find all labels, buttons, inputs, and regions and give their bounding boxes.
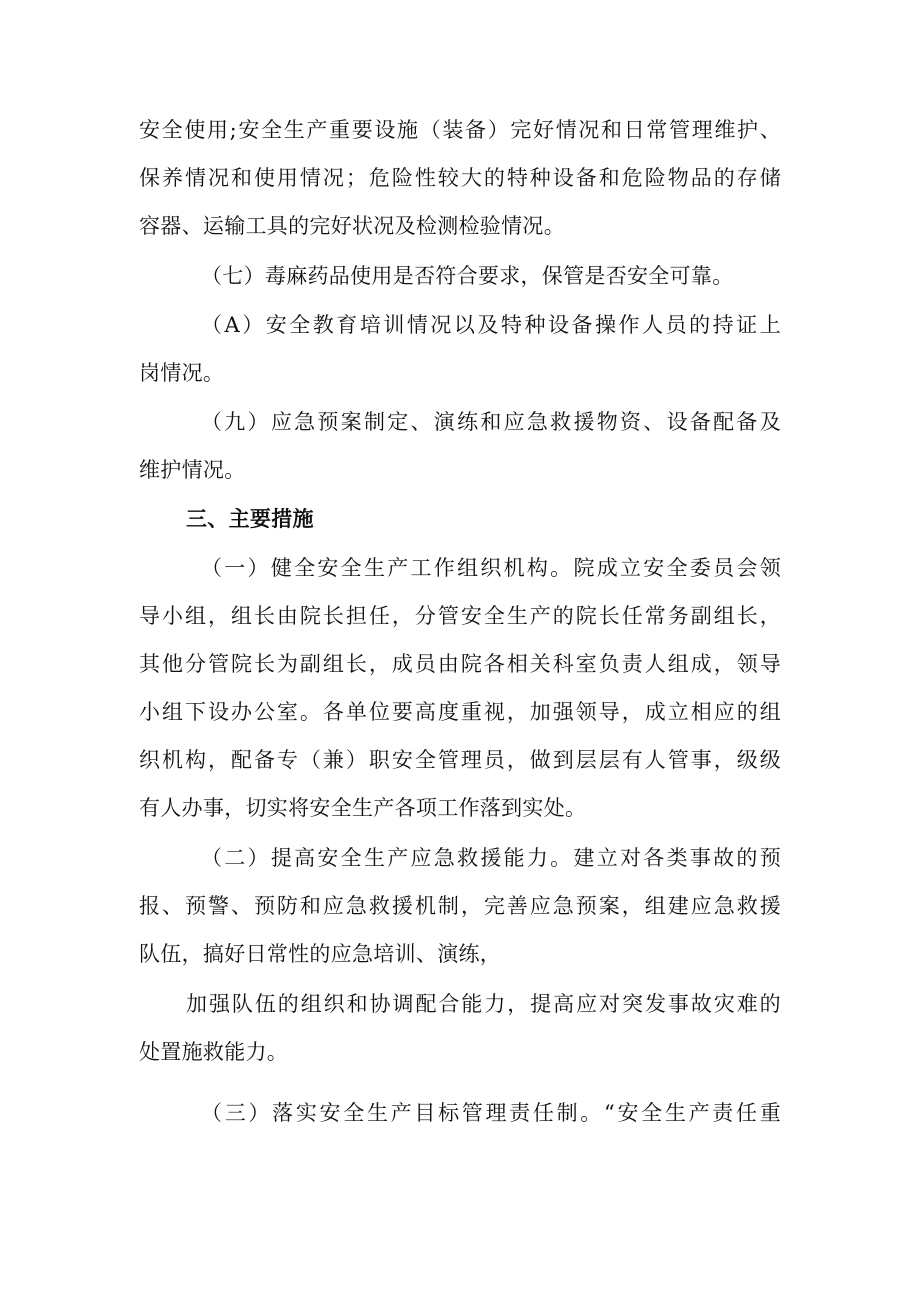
item-8-line-2: 岗情况。 <box>139 361 225 385</box>
item-9-line-1: （九）应急预案制定、演练和应急救援物资、设备配备及 <box>201 410 781 434</box>
measure-1-line-1: （一）健全安全生产工作组织机构。院成立安全委员会领 <box>201 556 781 580</box>
body-line-3: 容器、运输工具的完好状况及检测检验情况。 <box>139 214 565 238</box>
measure-2-line-2: 报、预警、预防和应急救援机制，完善应急预案，组建应急救援 <box>139 894 781 918</box>
body-line-2: 保养情况和使用情况；危险性较大的特种设备和危险物品的存储 <box>139 166 781 190</box>
measure-2-line-1: （二）提高安全生产应急救援能力。建立对各类事故的预 <box>201 846 781 870</box>
measure-2-line-3: 队伍，搞好日常性的应急培训、演练， <box>139 942 502 966</box>
body-line-1: 安全使用;安全生产重要设施（装备）完好情况和日常管理维护、 <box>139 118 781 142</box>
measure-3-line-1: （三）落实安全生产目标管理责任制。“安全生产责任重 <box>201 1101 781 1125</box>
section-heading-main-measures: 三、主要措施 <box>186 507 314 531</box>
measure-2-line-4: 加强队伍的组织和协调配合能力，提高应对突发事故灾难的 <box>186 992 781 1016</box>
item-8-line-1: （A）安全教育培训情况以及特种设备操作人员的持证上 <box>201 313 781 337</box>
measure-1-line-5: 织机构，配备专（兼）职安全管理员，做到层层有人管事，级级 <box>139 748 781 772</box>
measure-2-line-5: 处置施救能力。 <box>139 1040 289 1064</box>
measure-1-line-6: 有人办事，切实将安全生产各项工作落到实处。 <box>139 796 587 820</box>
item-7-line-1: （七）毒麻药品使用是否符合要求，保管是否安全可靠。 <box>201 264 734 288</box>
item-9-line-2: 维护情况。 <box>139 458 246 482</box>
measure-1-line-3: 其他分管院长为副组长，成员由院各相关科室负责人组成，领导 <box>139 652 781 676</box>
measure-1-line-2: 导小组，组长由院长担任，分管安全生产的院长任常务副组长， <box>139 604 781 628</box>
measure-1-line-4: 小组下设办公室。各单位要高度重视，加强领导，成立相应的组 <box>139 700 781 724</box>
